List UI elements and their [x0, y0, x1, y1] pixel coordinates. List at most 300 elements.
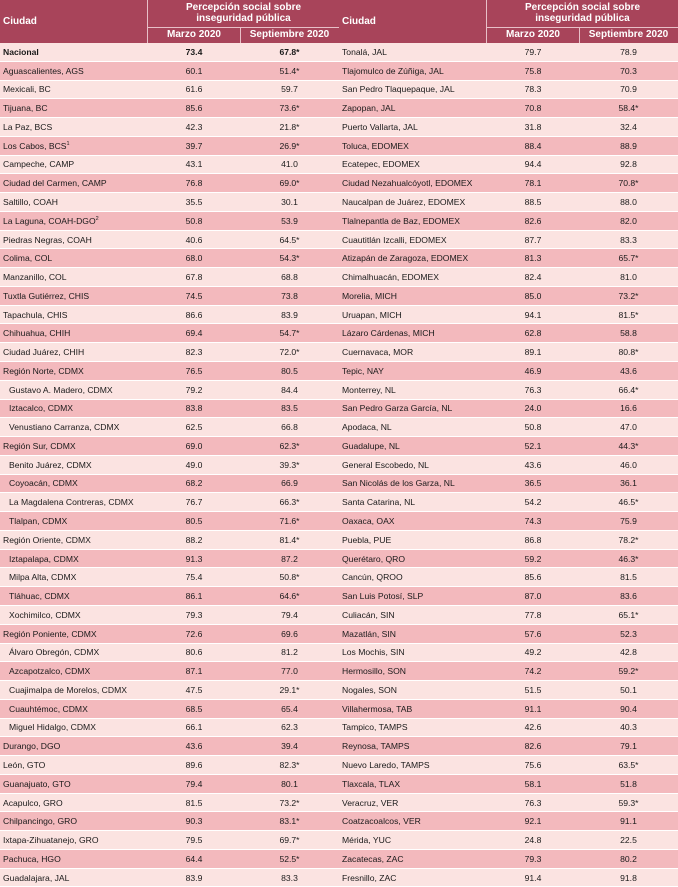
city-name: Durango, DGO: [3, 741, 61, 752]
september-value: 65.1*: [618, 609, 639, 620]
city-name: Apodaca, NL: [342, 422, 392, 433]
september-value: 54.7*: [279, 328, 300, 339]
city-name: Culiacán, SIN: [342, 609, 395, 620]
city-name: Los Cabos, BCS$^1$: [3, 140, 70, 151]
march-value: 88.4: [524, 140, 542, 151]
september-value: 50.8*: [279, 572, 300, 583]
header-september: Septiembre 2020: [249, 29, 330, 40]
september-value: 62.3*: [279, 440, 300, 451]
city-name: Reynosa, TAMPS: [342, 741, 410, 752]
city-name: Mérida, YUC: [342, 835, 392, 846]
city-name: Región Sur, CDMX: [3, 440, 76, 451]
september-value: 64.6*: [279, 591, 300, 602]
september-value: 68.8: [281, 272, 298, 283]
march-value: 79.4: [185, 778, 203, 789]
march-value: 49.2: [524, 647, 542, 658]
march-value: 47.5: [185, 684, 203, 695]
september-value: 58.8: [620, 328, 637, 339]
table-row: [0, 287, 339, 306]
table-row: [339, 249, 678, 268]
city-name: Xochimilco, CDMX: [9, 609, 81, 620]
march-value: 79.3: [524, 853, 542, 864]
march-value: 91.3: [185, 553, 203, 564]
city-name: Ixtapa-Zihuatanejo, GRO: [3, 835, 99, 846]
september-value: 59.7: [281, 84, 298, 95]
september-value: 78.9: [620, 46, 637, 57]
march-value: 50.8: [524, 422, 542, 433]
march-value: 82.4: [524, 272, 542, 283]
table-row: [339, 644, 678, 663]
march-value: 79.7: [524, 46, 542, 57]
march-value: 79.3: [185, 609, 203, 620]
september-value: 43.6: [620, 365, 637, 376]
city-name: Tepic, NAY: [342, 365, 384, 376]
march-value: 85.0: [524, 290, 542, 301]
table-row: [0, 249, 339, 268]
table-row: [339, 418, 678, 437]
september-value: 87.2: [281, 553, 298, 564]
september-value: 32.4: [620, 121, 637, 132]
city-name: Puerto Vallarta, JAL: [342, 121, 418, 132]
header-perception: [487, 2, 678, 24]
city-name: Nuevo Laredo, TAMPS: [342, 759, 430, 770]
table-row: [339, 719, 678, 738]
september-value: 81.5: [620, 572, 637, 583]
march-value: 50.8: [185, 215, 203, 226]
march-value: 94.4: [524, 159, 542, 170]
september-value: 71.6*: [279, 516, 300, 527]
september-value: 70.8*: [618, 178, 639, 189]
september-value: 39.3*: [279, 459, 300, 470]
table-row: [339, 493, 678, 512]
september-value: 36.1: [620, 478, 637, 489]
table-row: [0, 81, 339, 100]
city-name: Milpa Alta, CDMX: [9, 572, 77, 583]
city-name: Colima, COL: [3, 253, 53, 264]
september-value: 73.6*: [279, 103, 300, 114]
september-value: 73.2*: [279, 797, 300, 808]
city-name: Álvaro Obregón, CDMX: [9, 647, 100, 658]
city-name: Zacatecas, ZAC: [342, 853, 404, 864]
city-name: Tapachula, CHIS: [3, 309, 68, 320]
city-name: Naucalpan de Juárez, EDOMEX: [342, 197, 466, 207]
city-name: General Escobedo, NL: [342, 459, 429, 470]
september-value: 58.4*: [618, 103, 639, 114]
city-name: Lázaro Cárdenas, MICH: [342, 328, 435, 339]
march-value: 68.0: [185, 253, 203, 264]
table-row: [0, 231, 339, 250]
march-value: 83.9: [185, 872, 203, 883]
march-value: 69.4: [185, 328, 203, 339]
march-value: 76.8: [185, 178, 203, 189]
table-row: [339, 268, 678, 287]
march-value: 61.6: [185, 84, 203, 95]
march-value: 24.0: [524, 403, 542, 414]
march-value: 85.6: [185, 103, 203, 114]
city-name: Región Poniente, CDMX: [3, 628, 97, 639]
table-header-right: [339, 0, 678, 43]
march-value: 59.2: [524, 553, 542, 564]
city-name: Piedras Negras, COAH: [3, 234, 92, 245]
september-value: 84.4: [281, 384, 298, 395]
table-row: [339, 625, 678, 644]
table-row: [339, 456, 678, 475]
city-name: Tuxtla Gutiérrez, CHIS: [3, 290, 90, 301]
table-row: [339, 99, 678, 118]
table-row: [0, 719, 339, 738]
city-name: San Pedro Tlaquepaque, JAL: [342, 84, 455, 95]
march-value: 46.9: [524, 365, 542, 376]
march-value: 90.3: [185, 816, 203, 827]
table-row: [0, 812, 339, 831]
march-value: 83.8: [185, 403, 203, 414]
march-value: 40.6: [185, 234, 203, 245]
march-value: 70.8: [524, 103, 542, 114]
september-value: 77.0: [281, 666, 298, 677]
city-name: Cuautitlán Izcalli, EDOMEX: [342, 234, 447, 245]
table-row: [0, 625, 339, 644]
march-value: 51.5: [524, 684, 542, 695]
city-name: Zapopan, JAL: [342, 103, 396, 114]
city-name: Puebla, PUE: [342, 534, 392, 545]
march-value: 74.3: [524, 516, 542, 527]
city-name: Gustavo A. Madero, CDMX: [9, 384, 113, 395]
city-name: Morelia, MICH: [342, 290, 397, 301]
september-value: 91.1: [620, 816, 637, 827]
table-row: [339, 400, 678, 419]
september-value: 69.7*: [279, 835, 300, 846]
city-name: Monterrey, NL: [342, 384, 396, 395]
table-row: [339, 794, 678, 813]
city-name: Tláhuac, CDMX: [9, 591, 70, 602]
september-value: 66.9: [281, 478, 298, 489]
march-value: 75.4: [185, 572, 203, 583]
table-row: [0, 493, 339, 512]
table-row: [339, 737, 678, 756]
header-perception-line1: Percepción social sobre: [185, 2, 302, 13]
city-name: Coatzacoalcos, VER: [342, 816, 421, 827]
march-value: 42.3: [185, 121, 203, 132]
city-name: Toluca, EDOMEX: [342, 140, 409, 151]
table-row: [339, 812, 678, 831]
table-row: [0, 662, 339, 681]
table-row: [339, 568, 678, 587]
city-name: Ecatepec, EDOMEX: [342, 159, 420, 170]
september-value: 59.2*: [618, 666, 639, 677]
city-name: Uruapan, MICH: [342, 309, 402, 320]
september-value: 80.2: [620, 853, 637, 864]
march-value: 78.1: [524, 178, 542, 189]
header-perception: [148, 2, 339, 24]
september-value: 73.8: [281, 290, 298, 301]
table-row: [339, 343, 678, 362]
city-name: Campeche, CAMP: [3, 159, 75, 170]
september-value: 50.1: [620, 684, 637, 695]
table-row: [0, 700, 339, 719]
table-row: [0, 156, 339, 175]
table-row: [0, 644, 339, 663]
table-row: [0, 775, 339, 794]
march-value: 74.5: [185, 290, 203, 301]
march-value: 91.4: [524, 872, 542, 883]
september-value: 83.1*: [279, 816, 300, 827]
header-march: Marzo 2020: [167, 29, 221, 40]
table-row: [339, 700, 678, 719]
city-name: Tlalpan, CDMX: [9, 516, 68, 527]
march-value: 76.3: [524, 797, 542, 808]
march-value: 57.6: [524, 628, 542, 639]
march-value: 72.6: [185, 628, 203, 639]
table-row: [0, 756, 339, 775]
september-value: 65.7*: [618, 253, 639, 264]
september-value: 83.3: [620, 234, 637, 245]
city-name: Ciudad del Carmen, CAMP: [3, 178, 107, 189]
table-row: [339, 174, 678, 193]
footnote-marker: 2: [95, 215, 99, 222]
march-value: 79.5: [185, 835, 203, 846]
table-row: [339, 156, 678, 175]
table-row: [0, 137, 339, 156]
september-value: 16.6: [620, 403, 637, 414]
march-value: 67.8: [185, 272, 203, 283]
city-name: Venustiano Carranza, CDMX: [9, 422, 120, 433]
september-value: 39.4: [281, 741, 298, 752]
table-row: [0, 62, 339, 81]
march-value: 89.1: [524, 347, 542, 358]
table-right-half: [339, 0, 678, 887]
table-row: [0, 681, 339, 700]
september-value: 46.5*: [618, 497, 639, 508]
footnote-marker: 1: [66, 140, 70, 147]
september-value: 47.0: [620, 422, 637, 433]
september-value: 81.5*: [618, 309, 639, 320]
city-name: Tlaxcala, TLAX: [342, 778, 401, 789]
march-value: 80.5: [185, 516, 203, 527]
table-row: [339, 775, 678, 794]
march-value: 68.2: [185, 478, 203, 489]
city-name: Nogales, SON: [342, 684, 397, 695]
table-row: [339, 137, 678, 156]
table-row: [0, 437, 339, 456]
table-row: [339, 287, 678, 306]
city-name: Ciudad Juárez, CHIH: [3, 347, 85, 358]
march-value: 58.1: [524, 778, 542, 789]
march-value: 35.5: [185, 197, 203, 207]
table-row: [339, 231, 678, 250]
city-name: Región Norte, CDMX: [3, 365, 84, 376]
september-value: 30.1: [281, 197, 298, 207]
september-value: 82.3*: [279, 759, 300, 770]
march-value: 78.3: [524, 84, 542, 95]
march-value: 73.4: [185, 46, 203, 57]
september-value: 41.0: [281, 159, 298, 170]
city-name: Saltillo, COAH: [3, 197, 58, 207]
header-city: Ciudad: [3, 16, 37, 27]
city-name: Región Oriente, CDMX: [3, 534, 91, 545]
march-value: 62.8: [524, 328, 542, 339]
table-row: [0, 381, 339, 400]
city-name: Chimalhuacán, EDOMEX: [342, 272, 439, 283]
september-value: 80.8*: [618, 347, 639, 358]
table-row: [0, 850, 339, 869]
city-name: Cuauhtémoc, CDMX: [9, 703, 88, 714]
table-row: [339, 512, 678, 531]
table-row: [0, 587, 339, 606]
table-row: [0, 324, 339, 343]
september-value: 91.8: [620, 872, 637, 883]
september-value: 79.1: [620, 741, 637, 752]
table-row: [0, 456, 339, 475]
table-row: [0, 43, 339, 62]
september-value: 83.3: [281, 872, 298, 883]
september-value: 53.9: [281, 215, 298, 226]
september-value: 81.2: [281, 647, 298, 658]
city-name: Hermosillo, SON: [342, 666, 406, 677]
table-row: [0, 118, 339, 137]
table-row: [0, 99, 339, 118]
march-value: 24.8: [524, 835, 542, 846]
september-value: 80.1: [281, 778, 298, 789]
table-row: [339, 193, 678, 212]
left-rows: [0, 43, 339, 887]
city-name: Pachuca, HGO: [3, 853, 61, 864]
march-value: 80.6: [185, 647, 203, 658]
march-value: 82.6: [524, 215, 542, 226]
march-value: 85.6: [524, 572, 542, 583]
table-row: [339, 362, 678, 381]
march-value: 52.1: [524, 440, 542, 451]
city-name: Veracruz, VER: [342, 797, 399, 808]
september-value: 88.0: [620, 197, 637, 207]
september-value: 92.8: [620, 159, 637, 170]
table-row: [0, 418, 339, 437]
city-name: Guadalupe, NL: [342, 440, 400, 451]
september-value: 80.5: [281, 365, 298, 376]
city-name: San Luis Potosí, SLP: [342, 591, 424, 602]
september-value: 64.5*: [279, 234, 300, 245]
march-value: 74.2: [524, 666, 542, 677]
header-march: Marzo 2020: [506, 29, 560, 40]
march-value: 77.8: [524, 609, 542, 620]
table-row: [339, 587, 678, 606]
march-value: 49.0: [185, 459, 203, 470]
march-value: 87.0: [524, 591, 542, 602]
september-value: 75.9: [620, 516, 637, 527]
city-name: Santa Catarina, NL: [342, 497, 416, 508]
march-value: 66.1: [185, 722, 203, 733]
march-value: 75.6: [524, 759, 542, 770]
table-row: [339, 756, 678, 775]
march-value: 79.2: [185, 384, 203, 395]
march-value: 82.6: [524, 741, 542, 752]
city-name: Ciudad Nezahualcóyotl, EDOMEX: [342, 178, 473, 189]
march-value: 88.5: [524, 197, 542, 207]
city-name: Tlalnepantla de Baz, EDOMEX: [342, 215, 460, 226]
city-name: Los Mochis, SIN: [342, 647, 405, 658]
september-value: 81.0: [620, 272, 637, 283]
march-value: 43.6: [185, 741, 203, 752]
september-value: 42.8: [620, 647, 637, 658]
table-row: [0, 606, 339, 625]
september-value: 81.4*: [279, 534, 300, 545]
march-value: 86.1: [185, 591, 203, 602]
september-value: 83.9: [281, 309, 298, 320]
table-row: [339, 81, 678, 100]
september-value: 78.2*: [618, 534, 639, 545]
city-name: Guanajuato, GTO: [3, 778, 71, 789]
city-name: Tijuana, BC: [3, 103, 48, 114]
table-row: [0, 193, 339, 212]
september-value: 66.4*: [618, 384, 639, 395]
september-value: 82.0: [620, 215, 637, 226]
march-value: 75.8: [524, 65, 542, 76]
city-name: Mexicali, BC: [3, 84, 51, 95]
table-row: [0, 306, 339, 325]
table-row: [0, 400, 339, 419]
table-row: [339, 475, 678, 494]
city-name: Chihuahua, CHIH: [3, 328, 71, 339]
september-value: 69.0*: [279, 178, 300, 189]
city-name: Chilpancingo, GRO: [3, 816, 78, 827]
city-name: Querétaro, QRO: [342, 553, 406, 564]
table-row: [339, 606, 678, 625]
city-name: Coyoacán, CDMX: [9, 478, 78, 489]
table-row: [0, 475, 339, 494]
table-row: [339, 831, 678, 850]
table-row: [339, 550, 678, 569]
march-value: 86.8: [524, 534, 542, 545]
september-value: 40.3: [620, 722, 637, 733]
city-name: La Laguna, COAH-DGO$^2$: [3, 215, 99, 226]
table-row: [339, 531, 678, 550]
march-value: 87.1: [185, 666, 203, 677]
march-value: 81.5: [185, 797, 203, 808]
table-row: [0, 568, 339, 587]
header-perception-line1: Percepción social sobre: [524, 2, 641, 13]
march-value: 94.1: [524, 309, 542, 320]
march-value: 43.1: [185, 159, 203, 170]
september-value: 22.5: [620, 835, 637, 846]
march-value: 76.3: [524, 384, 542, 395]
city-name: Tonalá, JAL: [342, 46, 387, 57]
city-name: Miguel Hidalgo, CDMX: [9, 722, 96, 733]
september-value: 90.4: [620, 703, 637, 714]
city-name: San Nicolás de los Garza, NL: [342, 478, 455, 489]
table-row: [0, 268, 339, 287]
header-september: Septiembre 2020: [588, 29, 669, 40]
table-row: [339, 43, 678, 62]
table-row: [0, 343, 339, 362]
city-name: Mazatlán, SIN: [342, 628, 396, 639]
september-value: 83.6: [620, 591, 637, 602]
table-row: [339, 437, 678, 456]
september-value: 79.4: [281, 609, 298, 620]
september-value: 69.6: [281, 628, 298, 639]
table-row: [0, 174, 339, 193]
march-value: 54.2: [524, 497, 542, 508]
march-value: 64.4: [185, 853, 203, 864]
march-value: 88.2: [185, 534, 203, 545]
march-value: 82.3: [185, 347, 203, 358]
city-name: Cuajimalpa de Morelos, CDMX: [9, 684, 127, 695]
march-value: 62.5: [185, 422, 203, 433]
september-value: 62.3: [281, 722, 298, 733]
city-name: Villahermosa, TAB: [342, 703, 413, 714]
table-row: [339, 324, 678, 343]
september-value: 70.3: [620, 65, 637, 76]
table-row: [0, 531, 339, 550]
city-name: Iztapalapa, CDMX: [9, 553, 79, 564]
